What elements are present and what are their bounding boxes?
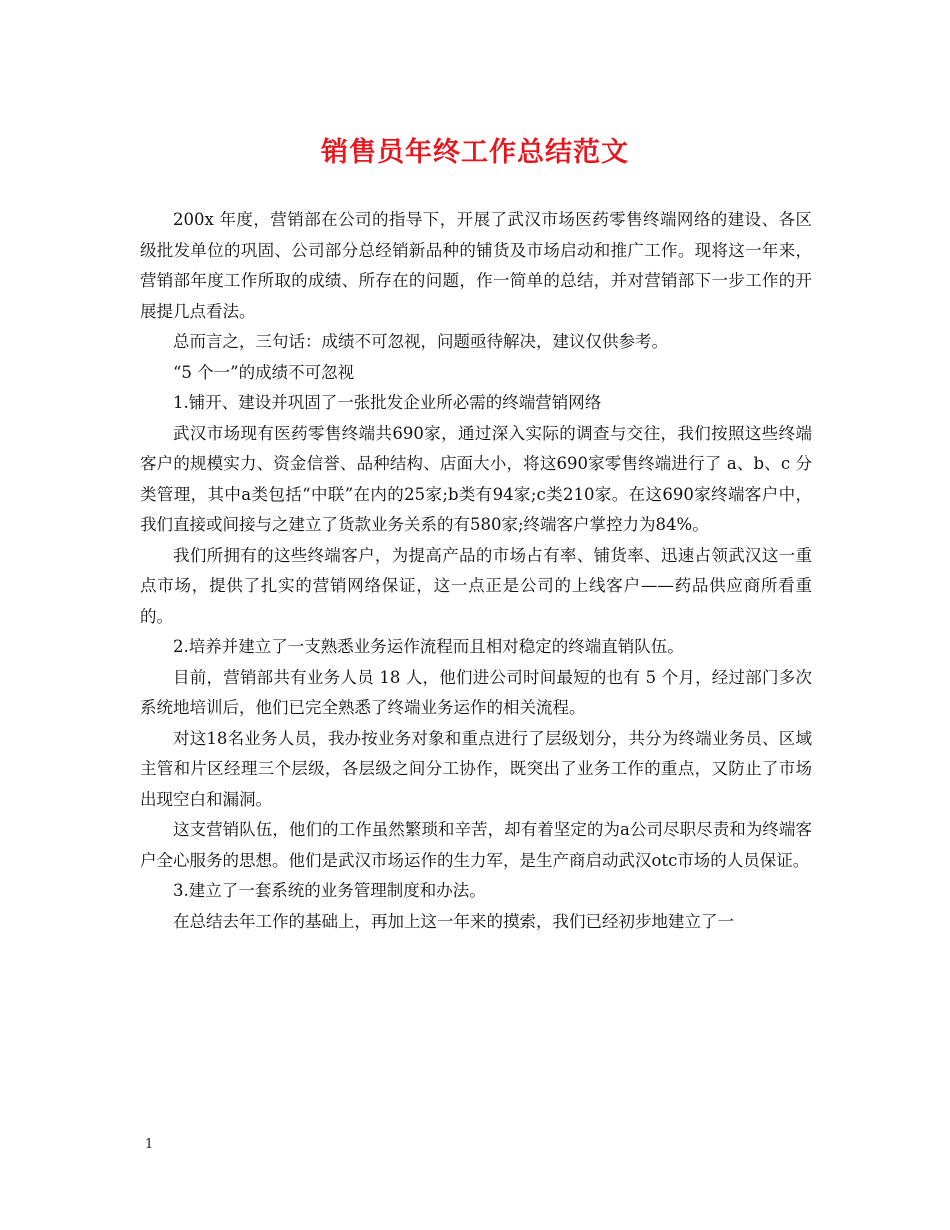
section-heading-achievements: “5 个一”的成绩不可忽视 <box>173 362 355 382</box>
paragraph-staff-levels: 对这18名业务人员，我办按业务对象和重点进行了层级划分，共分为终端业务员、区域主管和片区经理三个层级，各层级之间分工协作，既突出了业务工作的重点，又防止了市场出现空白和漏洞。 <box>140 728 812 809</box>
paragraph-management: 在总结去年工作的基础上，再加上这一年来的摸索，我们已经初步地建立了一 <box>173 911 734 931</box>
paragraph-summary: 总而言之，三句话：成绩不可忽视，问题亟待解决，建议仅供参考。 <box>173 332 668 351</box>
paragraph-team-spirit: 这支营销队伍，他们的工作虽然繁琐和辛苦，却有着坚定的为a公司尽职尽责和为终端客户全心服务的思想。他们是武汉市场运作的生力军，是生产商启动武汉otc市场的人员保证。 <box>140 820 812 870</box>
paragraph-network-value: 我们所拥有的这些终端客户，为提高产品的市场占有率、铺货率、迅速占领武汉这一重点市场，提供了扎实的营销网络保证，这一点正是公司的上线客户——药品供应商所看重的。 <box>140 545 812 626</box>
paragraph-network-stats: 武汉市场现有医药零售终端共690家，通过深入实际的调查与交往，我们按照这些终端客户的规模实力、资金信誉、品种结构、店面大小，将这690家零售终端进行了 a、b、c 分类管理，其中a类包括“中联”在内的25家;b类有94家;c类210家。在这690家终端客户中，我们直接或间接与之建立了货款业务关系的有580家;终端客户掌控力为84%。 <box>140 423 812 534</box>
page-number: 1 <box>145 1137 154 1152</box>
document-body <box>140 205 812 937</box>
item-heading-2: 2.培养并建立了一支熟悉业务运作流程而且相对稳定的终端直销队伍。 <box>173 637 684 656</box>
paragraph-staff: 目前，营销部共有业务人员 18 人，他们进公司时间最短的也有 5 个月，经过部门多次系统地培训后，他们已完全熟悉了终端业务运作的相关流程。 <box>140 667 812 717</box>
document-title: 销售员年终工作总结范文 <box>321 137 629 168</box>
item-heading-1: 1.铺开、建设并巩固了一张批发企业所必需的终端营销网络 <box>173 393 602 412</box>
paragraph-intro: 200x 年度，营销部在公司的指导下，开展了武汉市场医药零售终端网络的建设、各区级批发单位的巩固、公司部分总经销新品种的铺货及市场启动和推广工作。现将这一年来，营销部年度工作所取的成绩、所存在的问题，作一简单的总结，并对营销部下一步工作的开展提几点看法。 <box>140 210 812 321</box>
item-heading-3: 3.建立了一套系统的业务管理制度和办法。 <box>173 881 486 900</box>
